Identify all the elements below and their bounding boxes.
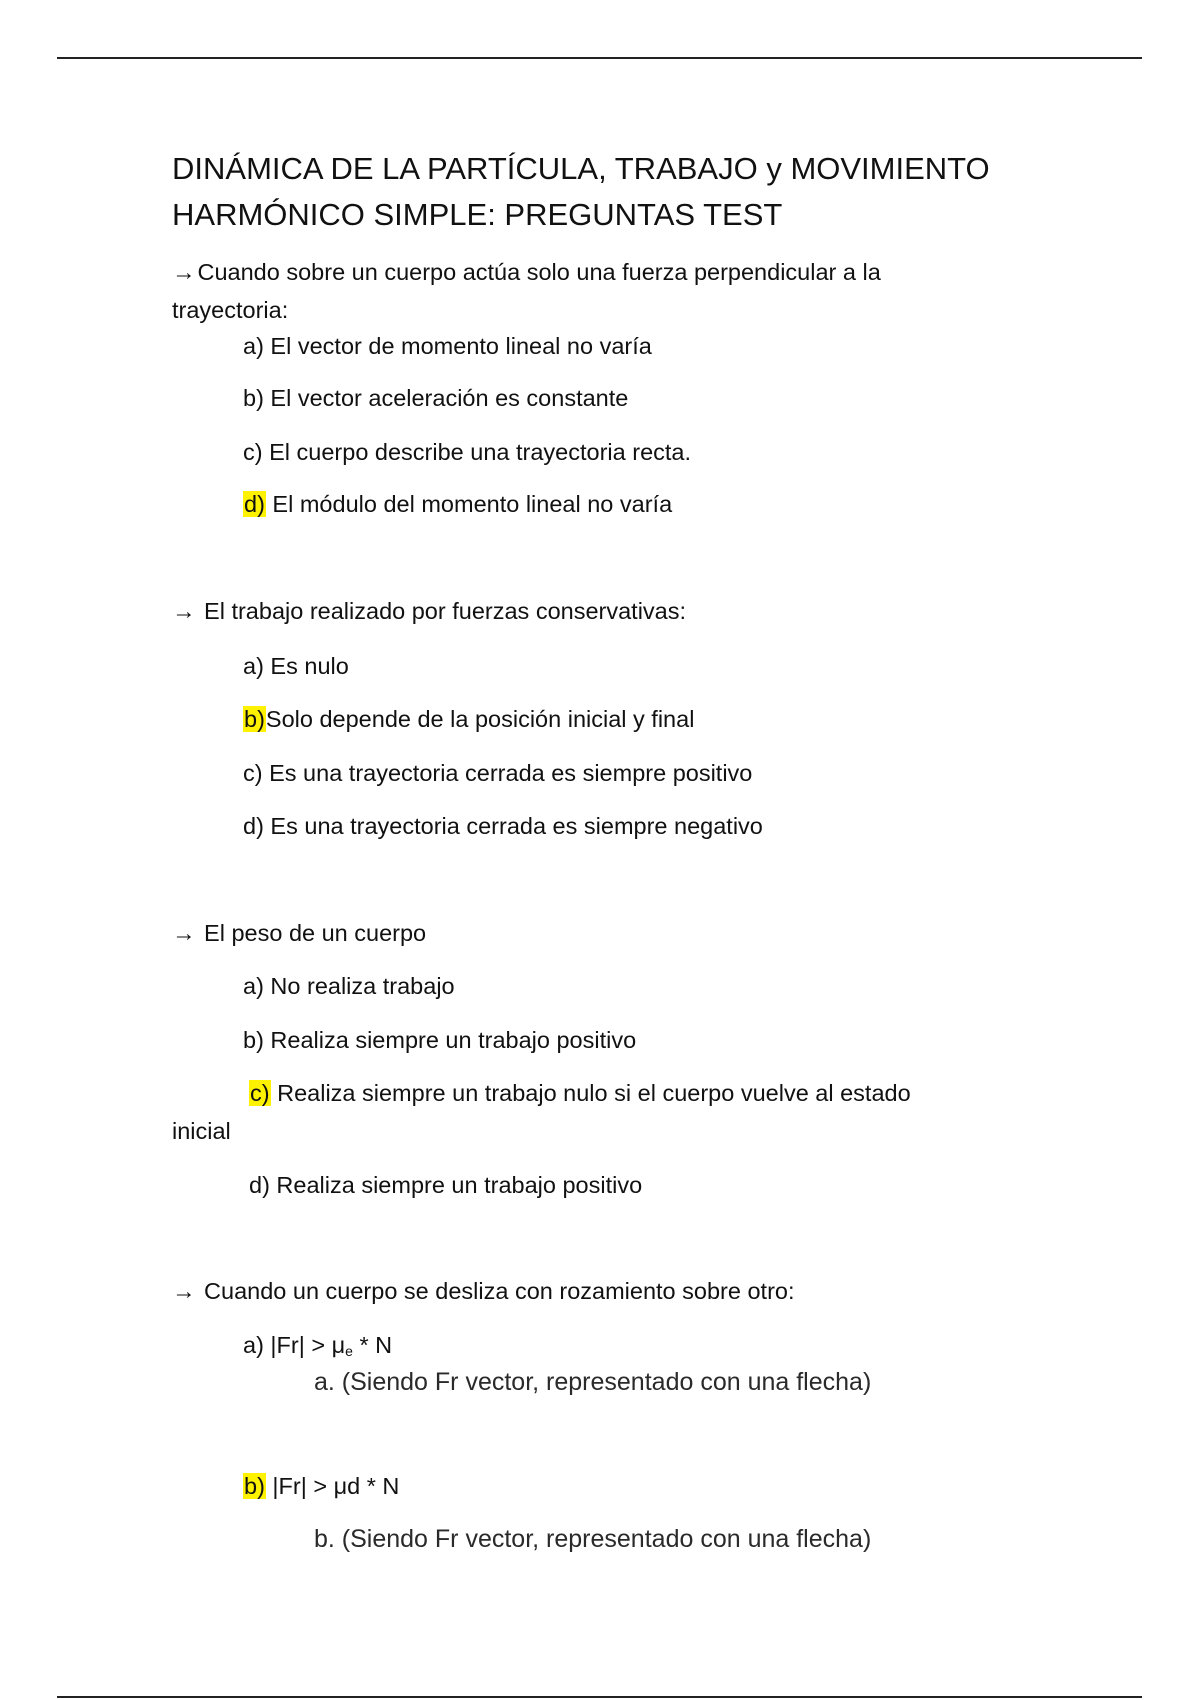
question-4-text: Cuando un cuerpo se desliza con rozamiento sobre otro: xyxy=(197,1278,795,1304)
question-1-line-2: trayectoria: xyxy=(172,297,289,323)
title-line-2: HARMÓNICO SIMPLE: PREGUNTAS TEST xyxy=(172,197,783,232)
q2-option-c: c) Es una trayectoria cerrada es siempre positivo xyxy=(243,760,753,786)
q3-option-b: b) Realiza siempre un trabajo positivo xyxy=(243,1027,637,1053)
q3-option-c xyxy=(249,1080,911,1107)
question-1-line-1: Cuando sobre un cuerpo actúa solo una fuerza perpendicular a la xyxy=(197,259,881,285)
q4-option-a-note: a. (Siendo Fr vector, representado con una flecha) xyxy=(314,1368,872,1396)
q4-option-a-label: a) |Fr| > μ xyxy=(243,1332,346,1358)
q1-option-c: c) El cuerpo describe una trayectoria recta. xyxy=(243,439,692,465)
arrow-icon: → xyxy=(172,598,196,624)
bottom-rule xyxy=(57,1696,1142,1698)
correct-answer-highlight: b) xyxy=(244,706,265,732)
q1-option-d xyxy=(243,491,672,518)
question-3 xyxy=(172,920,426,947)
q4-option-a-tail: * N xyxy=(352,1332,393,1358)
arrow-icon: → xyxy=(172,920,196,946)
q4-option-b xyxy=(243,1473,399,1500)
q2-option-a: a) Es nulo xyxy=(243,653,349,679)
q3-option-c-text: Realiza siempre un trabajo nulo si el cuerpo vuelve al estado xyxy=(270,1080,911,1106)
question-2 xyxy=(172,598,686,625)
correct-answer-highlight: b) xyxy=(244,1473,265,1499)
arrow-icon: → xyxy=(172,259,196,285)
question-1 xyxy=(172,253,881,329)
correct-answer-highlight: d) xyxy=(244,491,265,517)
correct-answer-highlight: c) xyxy=(250,1080,270,1106)
question-3-text: El peso de un cuerpo xyxy=(197,920,427,946)
q1-option-d-text: El módulo del momento lineal no varía xyxy=(265,491,673,517)
q4-option-b-text: |Fr| > μd * N xyxy=(265,1473,400,1499)
arrow-icon: → xyxy=(172,1278,196,1304)
q2-option-b xyxy=(243,706,694,733)
q2-option-d: d) Es una trayectoria cerrada es siempre negativo xyxy=(243,813,763,839)
page-title xyxy=(172,146,1072,238)
question-2-text: El trabajo realizado por fuerzas conservativas: xyxy=(197,598,687,624)
q3-option-d: d) Realiza siempre un trabajo positivo xyxy=(249,1172,643,1198)
q1-option-a: a) El vector de momento lineal no varía xyxy=(243,333,652,359)
q4-option-a-subscript: e xyxy=(345,1343,353,1359)
q4-option-a xyxy=(243,1332,392,1359)
q1-option-b: b) El vector aceleración es constante xyxy=(243,385,629,411)
top-rule xyxy=(57,57,1142,59)
title-line-1: DINÁMICA DE LA PARTÍCULA, TRABAJO y MOVIMIENTO xyxy=(172,151,990,186)
q4-option-b-note: b. (Siendo Fr vector, representado con una flecha) xyxy=(314,1525,872,1553)
question-4 xyxy=(172,1278,795,1305)
q3-option-c-continuation: inicial xyxy=(172,1118,231,1144)
q3-option-a: a) No realiza trabajo xyxy=(243,973,455,999)
q2-option-b-text: Solo depende de la posición inicial y final xyxy=(265,706,695,732)
